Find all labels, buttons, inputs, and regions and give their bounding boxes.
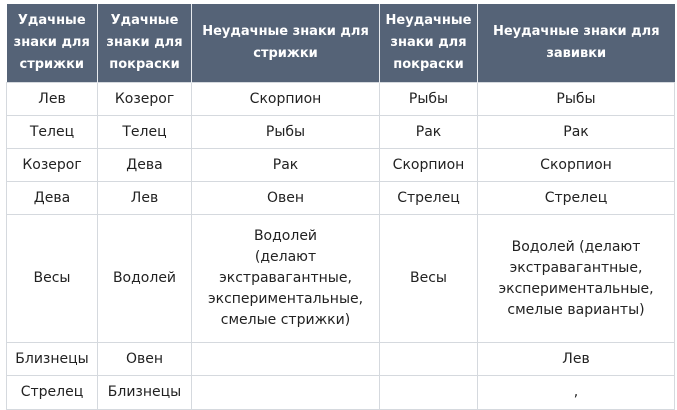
table-row (7, 343, 675, 376)
table-cell: Лев (478, 343, 675, 376)
table-cell: Лев (98, 182, 192, 215)
table-cell: Телец (98, 116, 192, 149)
table-cell: Рак (380, 116, 478, 149)
table-cell: Козерог (7, 149, 98, 182)
table-cell: Лев (7, 83, 98, 116)
zodiac-hair-table (6, 4, 675, 410)
table-cell: Скорпион (192, 83, 380, 116)
table-header-row (7, 4, 675, 83)
table-cell: Овен (98, 343, 192, 376)
table-cell-with-note (478, 215, 675, 343)
table-cell: Весы (7, 215, 98, 343)
table-cell (192, 343, 380, 376)
header-bad-coloring: Неудачные знаки для покраски (380, 4, 478, 83)
table-row (7, 376, 675, 410)
table-cell: Близнецы (98, 376, 192, 410)
table-cell (192, 376, 380, 410)
table-cell: Рыбы (380, 83, 478, 116)
table-cell: Рыбы (478, 83, 675, 116)
table-row (7, 83, 675, 116)
table-cell: Рак (478, 116, 675, 149)
table-cell: Близнецы (7, 343, 98, 376)
table-row (7, 215, 675, 343)
cell-sign: Водолей (253, 228, 318, 244)
table-cell: Водолей (98, 215, 192, 343)
table-cell: Козерог (98, 83, 192, 116)
table-cell: Стрелец (7, 376, 98, 410)
table-cell: Стрелец (380, 182, 478, 215)
table-row (7, 149, 675, 182)
table-cell: , (478, 376, 675, 410)
table-cell (380, 376, 478, 410)
table-cell: Дева (98, 149, 192, 182)
table-cell: Овен (192, 182, 380, 215)
cell-note: (делают экстравагантные, экспериментальные, смелые стрижки) (207, 249, 364, 328)
table-cell: Рыбы (192, 116, 380, 149)
zodiac-table-container (6, 4, 674, 410)
table-cell-with-note (192, 215, 380, 343)
table-row (7, 182, 675, 215)
table-cell: Скорпион (478, 149, 675, 182)
table-cell: Скорпион (380, 149, 478, 182)
table-cell: Рак (192, 149, 380, 182)
table-cell: Дева (7, 182, 98, 215)
cell-note: (делают экстравагантные, экспериментальные, смелые варианты) (498, 238, 654, 318)
header-bad-perm: Неудачные знаки для завивки (478, 4, 675, 83)
header-good-haircut: Удачные знаки для стрижки (7, 4, 98, 83)
header-good-coloring: Удачные знаки для покраски (98, 4, 192, 83)
table-cell (380, 343, 478, 376)
table-cell: Телец (7, 116, 98, 149)
table-cell: Стрелец (478, 182, 675, 215)
table-cell: Весы (380, 215, 478, 343)
header-bad-haircut: Неудачные знаки для стрижки (192, 4, 380, 83)
table-row (7, 116, 675, 149)
cell-sign: Водолей (511, 238, 575, 255)
